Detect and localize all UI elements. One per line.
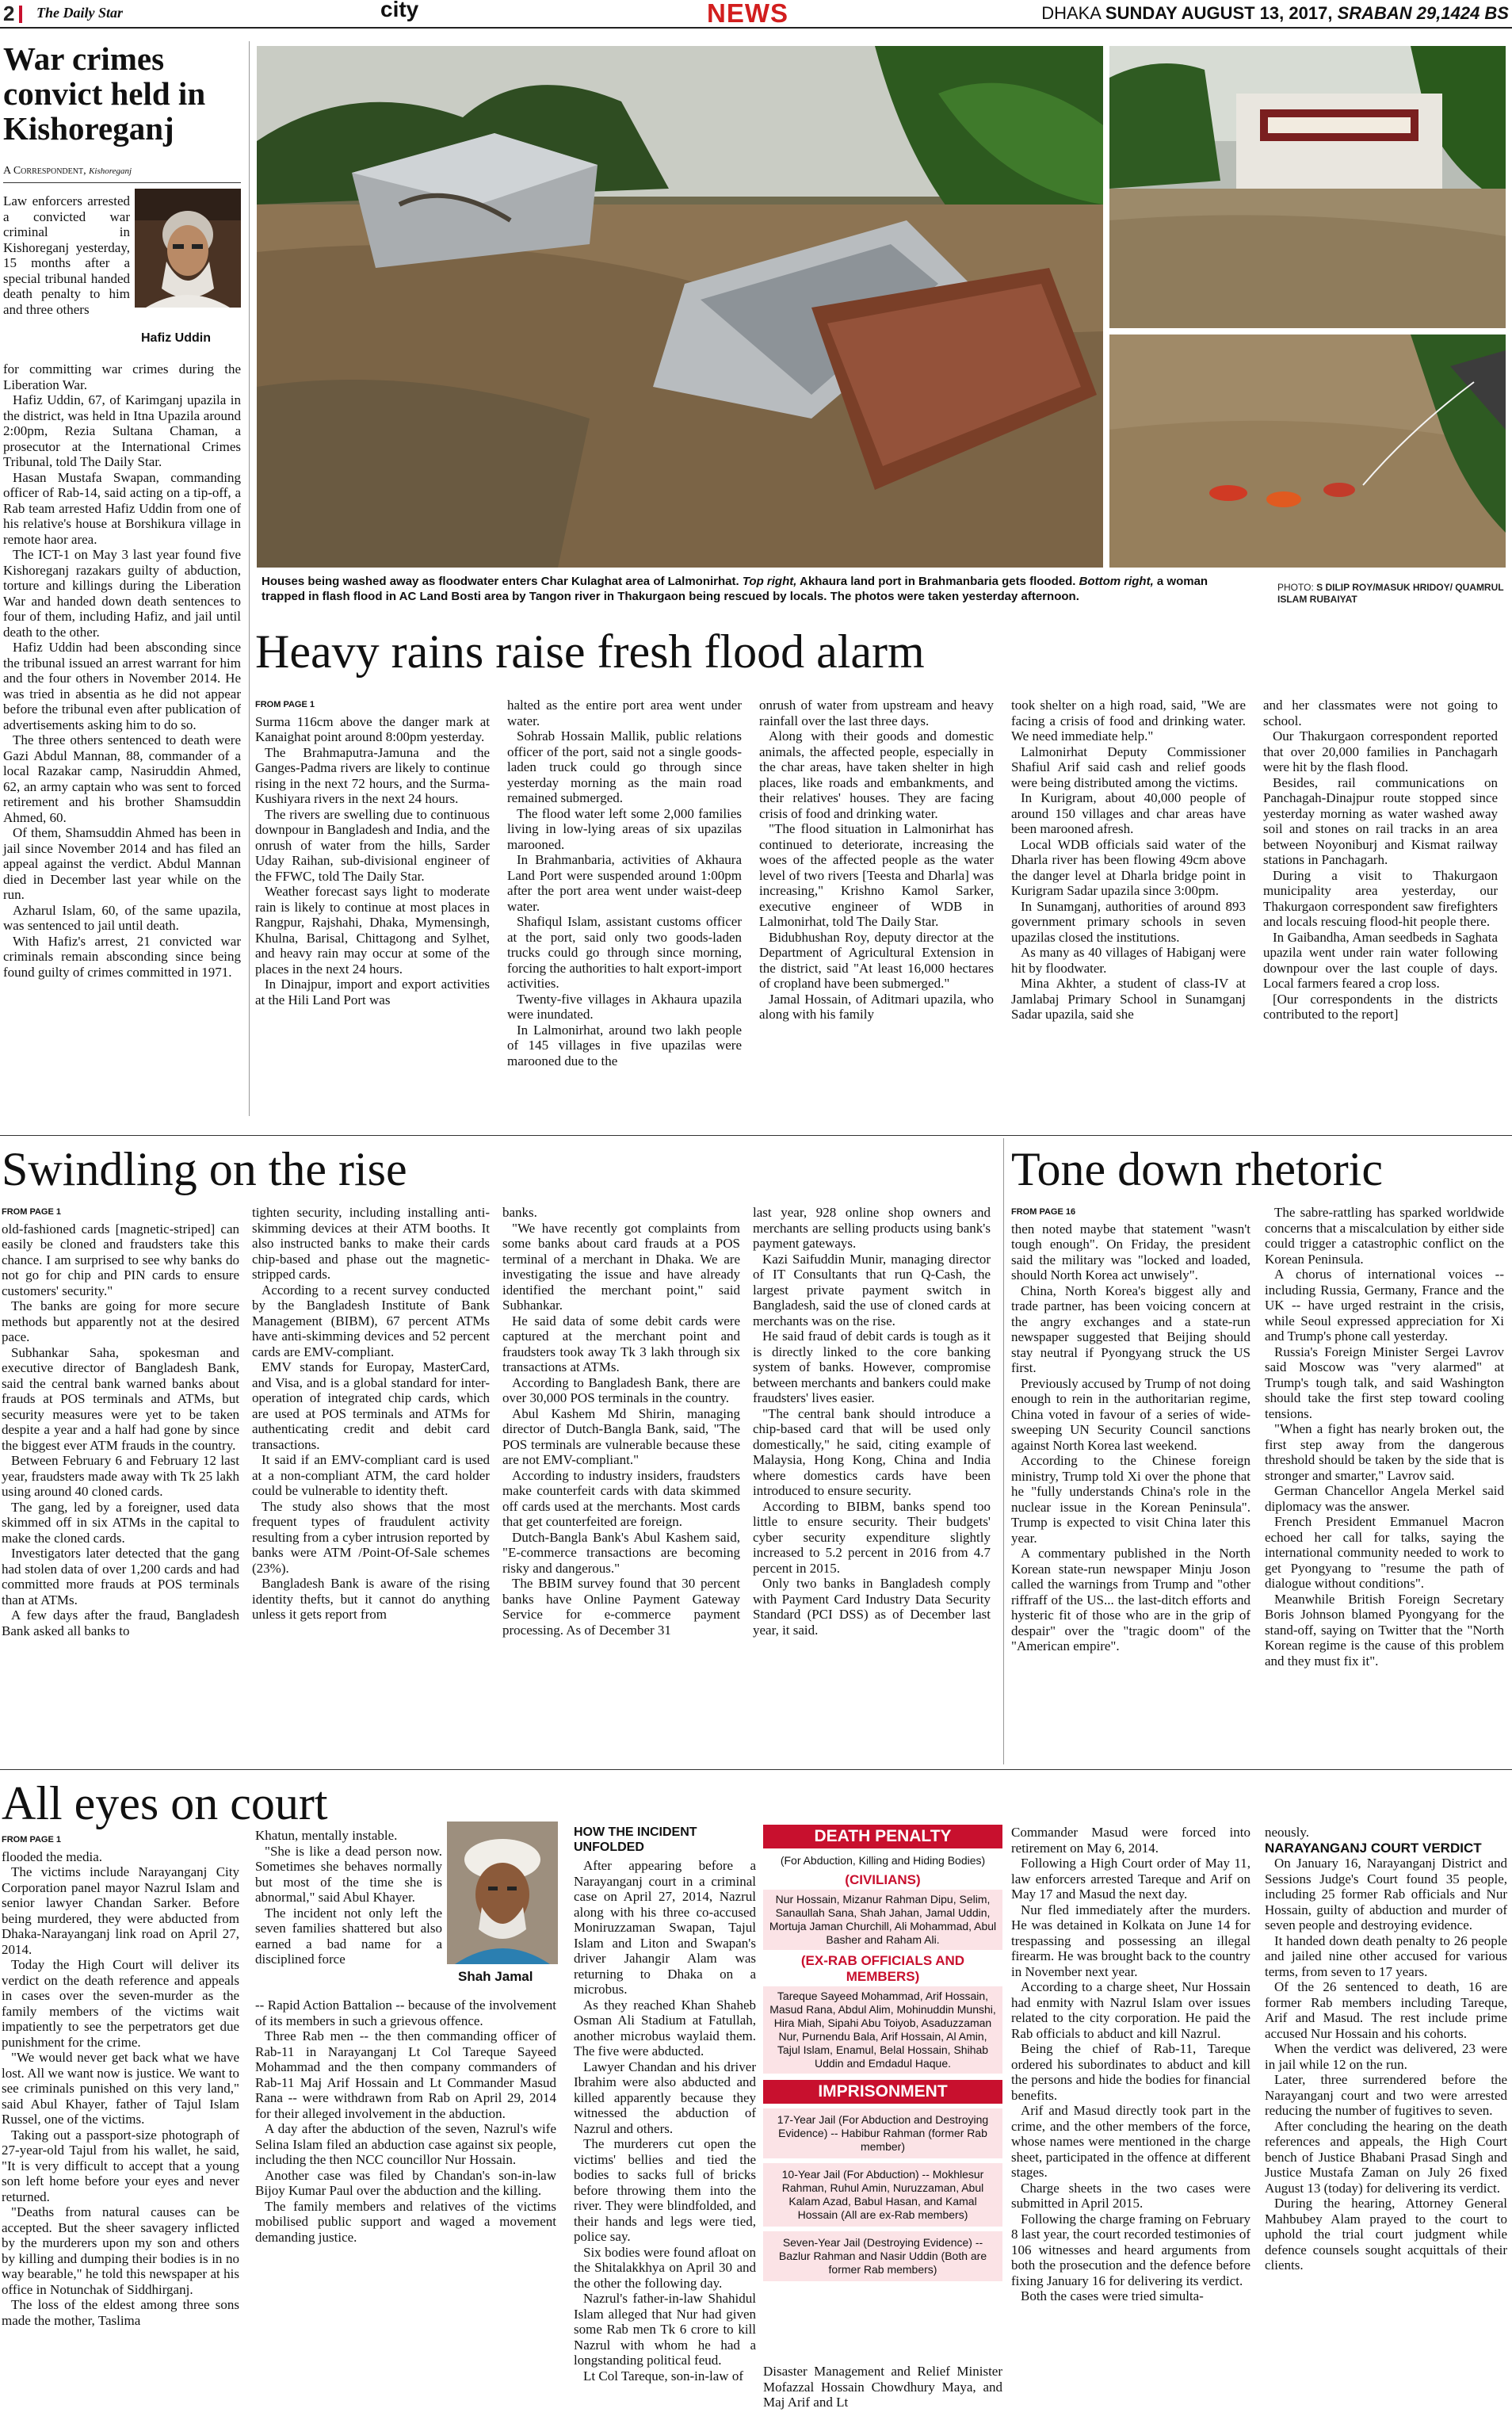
article-column <box>1011 698 1246 1023</box>
paragraph: tighten security, including installing anti-skimming devices at their ATM booths. It also instructed banks to make their cards chip-based and phase out the magnetic-stripped cards. <box>252 1205 490 1282</box>
article-column <box>759 698 994 1023</box>
paragraph: and her classmates were not going to school. <box>1263 698 1498 728</box>
flood-photo-caption: Houses being washed away as floodwater enters Char Kulaghat area of Lalmonirhat. Top right, Akhaura land port in Brahmanbaria gets flooded. Bottom right, a woman trapped in flash flood in AC Land Bosti area by Tangon river in Thakurgaon being rescued by locals. The photos were taken yesterday afternoon. <box>262 575 1208 603</box>
paragraph: NARAYANGANJ COURT VERDICT <box>1265 1840 1482 1856</box>
civilians-title: (CIVILIANS) <box>845 1872 921 1887</box>
paragraph: Weather forecast says light to moderate rain is likely to continue at most places in Rangpur, Rajshahi, Dhaka, Mymensingh, Khulna, Barisal, Chittagong and Sylhet, and heavy rain may occur at some of the places in the next 24 hours. <box>255 884 490 977</box>
article-column <box>1265 1205 1504 1669</box>
paragraph: Shafiqul Islam, assistant customs officer at the port, said only two goods-laden trucks could go through since morning, forcing the authorities to halt export-import activities. <box>507 914 743 991</box>
paragraph: Investigators later detected that the gang had stolen data of over 1,200 cards and had committed more frauds at POS terminals than at ATMs. <box>2 1546 239 1607</box>
paragraph: The victims include Narayanganj City Corporation panel mayor Nazrul Islam and senior lawyer Chandan Sarker. Before being murdered, they were abducted from Dhaka-Narayanganj link road on April 27, 2014. <box>2 1864 239 1957</box>
paragraph: As many as 40 villages of Habiganj were hit by floodwater. <box>1011 945 1246 976</box>
paragraph: The incident not only left the seven families shattered but also earned a bad name for a disciplined force <box>255 1905 442 1967</box>
court-column-4-tail: Disaster Management and Relief Minister Mofazzal Hossain Chowdhury Maya, and Maj Arif and Lt <box>763 2364 1002 2410</box>
paragraph: The murderers cut open the victims' bellies and tied the bodies to sacks full of bricks before throwing them into the river. They were blindfolded, and their hands and legs were tied, police say. <box>574 2136 756 2244</box>
war-crimes-body <box>3 361 241 980</box>
imprisonment-item: Seven-Year Jail (Destroying Evidence) -- Bazlur Rahman and Nasir Uddin (Both are former Rab members) <box>763 2231 1002 2281</box>
swindling-headline: Swindling on the rise <box>2 1143 407 1195</box>
paragraph: Previously accused by Trump of not doing enough to rein in the authoritarian regime, China voted in favour of a series of wide-sweeping UN Security Council sanctions against North Korea last weekend. <box>1011 1375 1250 1453</box>
paragraph: Following a High Court order of May 11, law enforcers arrested Tareque and Arif on May 17 and Masud the next day. <box>1011 1856 1250 1902</box>
paragraph: During a visit to Thakurgaon municipality area yesterday, our Thakurgaon correspondent saw firefighters and locals rescuing flood-hit people there. <box>1263 867 1498 929</box>
photo-akhaura-land-port <box>1109 46 1506 328</box>
paragraph: old-fashioned cards [magnetic-striped] can easily be cloned and fraudsters take this chance. I am surprised to see why banks do not go for chip and PIN cards to ensure customers' security." <box>2 1221 239 1298</box>
court-column-2-lead <box>255 1828 442 1967</box>
photo-credit: PHOTO: S DILIP ROY/MASUK HRIDOY/ QUAMRUL ISLAM RUBAIYAT <box>1277 582 1504 605</box>
paragraph: He said data of some debit cards were captured at the merchant point and fraudsters took away Tk 3 lakh through six transactions at ATMs. <box>502 1313 740 1374</box>
paragraph: The sabre-rattling has sparked worldwide concerns that a miscalculation by either side could trigger a catastrophic conflict on the Korean Peninsula. <box>1265 1205 1504 1267</box>
paragraph: [Our correspondents in the districts contributed to the report] <box>1263 991 1498 1022</box>
paragraph: In Gaibandha, Aman seedbeds in Saghata upazila went under rain water following downpour over the last couple of days. Local farmers feared a crop loss. <box>1263 929 1498 991</box>
paragraph: Lalmonirhat Deputy Commissioner Shafiul Arif said cash and relief goods were being distributed among the victims. <box>1011 744 1246 790</box>
paragraph: Six bodies were found afloat on the Shitalakkhya on April 30 and the other the following day. <box>574 2244 756 2291</box>
imprisonment-item: 10-Year Jail (For Abduction) -- Mokhlesur Rahman, Ruhul Amin, Nuruzzaman, Abul Kalam Azad, Babul Hasan, and Kamal Hossain (All are ex-Rab members) <box>763 2163 1002 2227</box>
paragraph: A commentary published in the North Korean state-run newspaper Minju Joson called the warnings from Trump and "other riffraff of the US... the last-ditch efforts and hysteric fit of those who are in the grip of despair" over the "tragic doom" of the "American empire". <box>1011 1546 1250 1653</box>
paragraph: Being the chief of Rab-11, Tareque ordered his subordinates to abduct and kill the persons and hide the bodies for financial benefits. <box>1011 2041 1250 2103</box>
how-incident-unfolded-heading: HOW THE INCIDENT UNFOLDED <box>574 1825 697 1854</box>
paragraph: for committing war crimes during the Liberation War. <box>3 361 241 392</box>
paragraph: "Deaths from natural causes can be accepted. But the sheer savagery inflicted by the murderers upon my son and others by killing and dumping their bodies is in no way bearable," he told this newspaper at his office in Notunchak of Siddhirganj. <box>2 2204 239 2297</box>
paragraph: Only two banks in Bangladesh comply with Payment Card Industry Data Security Standard (PCI DSS) as of December last year, it said. <box>753 1576 991 1638</box>
paragraph: Lawyer Chandan and his driver Ibrahim were also abducted and killed apparently because they witnessed the abduction of Nazrul and others. <box>574 2059 756 2136</box>
death-penalty-subtitle: (For Abduction, Killing and Hiding Bodies) <box>780 1854 986 1867</box>
from-page-label: FROM PAGE 1 <box>2 1207 61 1217</box>
portrait-hafiz-uddin <box>135 189 241 308</box>
article-column <box>2 1205 239 1638</box>
paragraph: banks. <box>502 1205 537 1220</box>
paragraph: Three Rab men -- the then commanding officer of Rab-11 in Narayanganj Lt Col Tareque Sayeed Mohammad and the then company commanders of Rab-11 Maj Arif Hossain and Lt Commander Masud Rana -- were withdrawn from Rab on April 29, 2014 for their alleged involvement in the abduction. <box>255 2028 556 2121</box>
court-column-5 <box>1011 1825 1250 2304</box>
paragraph: Kazi Saifuddin Munir, managing director of IT Consultants that run Q-Cash, the largest private payment switch in Bangladesh, said the use of cloned cards at merchants was on the rise. <box>753 1251 991 1328</box>
court-column-6 <box>1265 1825 1507 2273</box>
paragraph: The study also shows that the most frequent types of fraudulent activity resulting from a cyber intrusion reported by banks were ATM /Point-Of-Sale schemes (23%). <box>252 1498 490 1576</box>
paragraph: Local WDB officials said water of the Dharla river has been flowing 49cm above the danger level at Dharla bridge point in Kurigram Sadar upazila since 3:00pm. <box>1011 836 1246 898</box>
paragraph: "She is like a dead person now. Sometimes she behaves normally but most of the time she is abnormal," said Abul Khayer. <box>255 1843 442 1905</box>
paragraph: German Chancellor Angela Merkel said diplomacy was the answer. <box>1265 1483 1504 1514</box>
paragraph: Nazrul's father-in-law Shahidul Islam alleged that Nur had given some Rab men Tk 6 crore to kill Nazrul with whom he had a longstanding political feud. <box>574 2291 756 2368</box>
paragraph: Abul Kashem Md Shirin, managing director of Dutch-Bangla Bank, said, "The POS terminals are vulnerable because these are not EMV-compliant." <box>502 1405 740 1467</box>
paragraph: Later, three surrendered before the Narayanganj court and two were arrested reducing the number of fugitives to seven. <box>1265 2072 1507 2118</box>
court-column-3 <box>574 1858 756 2384</box>
paragraph: Following the charge framing on February 8 last year, the court recorded testimonies of 106 witnesses and heard arguments from both the prosecution and the defence before fixing January 16 for delivering its verdict. <box>1011 2211 1250 2288</box>
paragraph: After appearing before a Narayanganj court in a criminal case on April 27, 2014, Nazrul along with his three co-accused Moniruzzaman Swapan, Tajul Islam and Liton and Swapan's driver Jahangir Alam was returning to Dhaka on a microbus. <box>574 1858 756 1997</box>
paragraph: After concluding the hearing on the death references and appeals, the High Court bench of Justice Bhabani Prasad Singh and Justice Mustafa Zaman on July 26 fixed August 13 (today) for delivering its verdict. <box>1265 2118 1507 2196</box>
paragraph: "When a fight has nearly broken out, the first step away from the dangerous threshold should be taken by the side that is stronger and smarter," Lavrov said. <box>1265 1421 1504 1483</box>
paragraph: Meanwhile British Foreign Secretary Boris Johnson blamed Pyongyang for the stand-off, saying on Twitter that the "North Korean regime is the cause of this problem and they must fix it". <box>1265 1591 1504 1669</box>
paragraph: According to a recent survey conducted by the Bangladesh Institute of Bank Management (BIBM), 67 percent ATMs have anti-skimming devices and 52 percent cards are EMV-compliant. <box>252 1282 490 1359</box>
portrait-caption: Hafiz Uddin <box>141 331 211 345</box>
paragraph: Our Thakurgaon correspondent reported that over 20,000 families in Panchagarh were hit by the flash flood. <box>1263 728 1498 774</box>
paragraph: The ICT-1 on May 3 last year found five Kishoreganj razakars guilty of abduction, torture and killings during the Liberation War and handed down death sentences to four of them, including Hafiz, and jail until death to the other. <box>3 547 241 640</box>
masthead <box>0 0 1512 29</box>
paragraph: As they reached Khan Shaheb Osman Ali Stadium at Fatullah, another microbus waylaid them. The five were abducted. <box>574 1997 756 2059</box>
paragraph: Hasan Mustafa Swapan, commanding officer of Rab-14, said acting on a tip-off, a Rab team arrested Hafiz Uddin from one of his relative's house at Borshikura village in remote haor area. <box>3 469 241 547</box>
paragraph: According to a charge sheet, Nur Hossain had enmity with Nazrul Islam over issues related to the city corporation. He paid the Rab officials to abduct and kill Nazrul. <box>1011 1979 1250 2041</box>
paragraph: A chorus of international voices -- including Russia, Germany, France and the UK -- have urged restraint in the crisis, while Seoul expressed appreciation for Xi and Trump's phone call yesterday. <box>1265 1267 1504 1344</box>
paragraph: In Lalmonirhat, around two lakh people of 145 villages in five upazilas were marooned due to the <box>507 1022 742 1068</box>
photo-thakurgaon-rescue <box>1109 334 1506 568</box>
article-column <box>252 1205 490 1623</box>
paragraph: The flood water left some 2,000 families living in low-lying areas of six upazilas marooned. <box>507 805 742 852</box>
court-column-2 <box>255 1997 556 2245</box>
paragraph: He said fraud of debit cards is tough as it is directly linked to the core banking system of banks. However, compromise between merchants and bankers could make fraudsters' lives easier. <box>753 1328 991 1405</box>
paragraph: Both the cases were tried simulta- <box>1021 2288 1204 2303</box>
page-number: 2 <box>3 2 27 26</box>
paragraph: Today the High Court will deliver its verdict on the death reference and appeals in cases over the seven-murder as the family members of the victims wait impatiently to see the perpetrators get due punishment for the crime. <box>2 1957 239 2050</box>
paragraph: Of the 26 sentenced to death, 16 are former Rab members including Tareque, Arif and Masud. The rest include prime accused Nur Hossain and his cohorts. <box>1265 1979 1507 2041</box>
article-column <box>753 1205 991 1638</box>
paragraph: onrush of water from upstream and heavy rainfall over the last three days. <box>759 698 994 728</box>
paragraph: Dutch-Bangla Bank's Abul Kashem said, "E-commerce transactions are becoming risky and dangerous." <box>502 1529 740 1576</box>
paragraph: then noted maybe that statement "wasn't tough enough". On Friday, the president said the military was "locked and loaded, should North Korea act unwisely". <box>1011 1221 1250 1283</box>
paragraph: Khatun, mentally instable. <box>255 1828 398 1843</box>
imprisonment-item: 17-Year Jail (For Abduction and Destroying Evidence) -- Habibur Rahman (former Rab member) <box>763 2108 1002 2158</box>
civilians-list: Nur Hossain, Mizanur Rahman Dipu, Selim, Sanaullah Sana, Shah Jahan, Jamal Uddin, Mortuja Jaman Churchill, Ali Mohammad, Abul Basher and Raham Ali. <box>763 1890 1002 1950</box>
paragraph: In Kurigram, about 40,000 people of around 150 villages and char areas have been marooned afresh. <box>1011 790 1246 836</box>
ex-rab-title: (EX-RAB OFFICIALS AND MEMBERS) <box>800 1953 965 1984</box>
paragraph: EMV stands for Europay, MasterCard, and Visa, and is a global standard for inter-operation of integrated chip cards, which are used at POS terminals and ATMs for authenticating credit and debit card transactions. <box>252 1359 490 1452</box>
paragraph: took shelter on a high road, said, "We are facing a crisis of food and drinking water. We need immediate help." <box>1011 698 1246 744</box>
paragraph: Charge sheets in the two cases were submitted in April 2015. <box>1011 2180 1250 2211</box>
photo-lalmonirhat-houses <box>257 46 1103 568</box>
paragraph: last year, 928 online shop owners and merchants are selling products using bank's payment gateways. <box>753 1205 991 1251</box>
section-label-city: city <box>380 0 419 21</box>
paragraph: Subhankar Saha, spokesman and executive director of Bangladesh Bank, said the central bank warned banks about frauds at POS terminals and ATMs, but security measures were yet to be taken despite a year and a half had gone by since the biggest ever ATM frauds in the country. <box>2 1344 239 1453</box>
paragraph: Lt Col Tareque, son-in-law of <box>583 2368 743 2384</box>
paragraph: Sohrab Hossain Mallik, public relations officer of the port, said not a single goods-laden truck could go through since yesterday morning as the main road remained submerged. <box>507 728 742 805</box>
paragraph: Hafiz Uddin had been absconding since the tribunal issued an arrest warrant for him and the four others in November 2014. He was tried in absentia as he did not appear before the tribunal even after publication of advertisements asking him to do so. <box>3 640 241 732</box>
court-column-1 <box>2 1833 239 2328</box>
paragraph: When the verdict was delivered, 23 were in jail while 12 on the run. <box>1265 2041 1507 2072</box>
paragraph: Of them, Shamsuddin Ahmed has been in jail since November 2014 and has filed an appeal against the verdict. Abdul Mannan died in December last year while on the run. <box>3 825 241 902</box>
paragraph: In Brahmanbaria, activities of Akhaura Land Port were suspended around 1:00pm after the port area went under waist-deep water. <box>507 852 742 914</box>
ex-rab-list: Tareque Sayeed Mohammad, Arif Hossain, Masud Rana, Abdul Alim, Mohinuddin Munshi, Hira Miah, Sipahi Abu Toiyob, Asaduzzaman Nur, Purnendu Bala, Arif Hossain, Al Amin, Tajul Islam, Enamul, Belal Hossain, Shihab Uddin and Emdadul Haque. <box>763 1986 1002 2074</box>
photo-shah-jamal <box>447 1822 558 1964</box>
paper-name: The Daily Star <box>36 5 124 21</box>
paragraph: On January 16, Narayanganj District and Sessions Judge's Court found 35 people, including 25 former Rab officials and Nur Hossain, guilty of abduction and murder of seven people and destroying evidence. <box>1265 1856 1507 1932</box>
paragraph: Along with their goods and domestic animals, the affected people, especially in the char areas, have taken shelter in high places, like roads and embankments, and their relatives' houses. They are facing crisis of food and drinking water. <box>759 728 994 821</box>
paragraph: In Dinajpur, import and export activities at the Hili Land Port was <box>255 977 490 1007</box>
paragraph: neously. <box>1265 1825 1310 1840</box>
paragraph: Bidubhushan Roy, deputy director at the Department of Agricultural Extension in the district, said "At least 16,000 hectares of cropland have been submerged." <box>759 929 994 991</box>
war-crimes-lead: Law enforcers arrested a convicted war criminal in Kishoreganj yesterday, 15 months after a special tribunal handed death penalty to him and three others <box>3 193 130 317</box>
war-crimes-byline: A Correspondent, Kishoreganj <box>3 165 132 177</box>
paragraph: -- Rapid Action Battalion -- because of the involvement of its members in such a grievous offence. <box>255 1997 556 2028</box>
paragraph: According to BIBM, banks spend too little to ensure security. Their budgets' cyber security expenditure slightly increased to 5.2 percent in 2016 from 4.7 percent in 2015. <box>753 1498 991 1576</box>
paragraph: Twenty-five villages in Akhaura upazila were inundated. <box>507 991 742 1022</box>
article-column <box>1011 1205 1250 1654</box>
paragraph: halted as the entire port area went under water. <box>507 698 742 728</box>
paragraph: "We have recently got complaints from some banks about card frauds at a POS terminal of a merchant in Dhaka. We are investigating the issue and have already identified the merchant point," said Subhankar. <box>502 1220 740 1313</box>
paragraph: The family members and relatives of the victims mobilised public support and waged a movement demanding justice. <box>255 2198 556 2245</box>
article-column <box>507 698 742 1068</box>
paragraph: It handed down death penalty to 26 people and jailed nine other accused for various terms, from seven to 17 years. <box>1265 1932 1507 1979</box>
paragraph: In Sunamganj, authorities of around 893 government primary schools in seven upazilas closed the institutions. <box>1011 898 1246 945</box>
paragraph: Between February 6 and February 12 last year, fraudsters made away with Tk 25 lakh using around 40 cloned cards. <box>2 1453 239 1499</box>
paragraph: Arif and Masud directly took part in the crime, and the other members of the force, whose names were mentioned in the charge sheet, participated in the offence at different stages. <box>1011 2103 1250 2180</box>
paragraph: flooded the media. <box>2 1848 102 1864</box>
from-page-label: FROM PAGE 16 <box>1011 1207 1076 1217</box>
paragraph: According to the Chinese foreign ministry, Trump told Xi over the phone that he "fully understands China's role in the nuclear issue in the Korean Peninsula". Trump is expected to visit China later this year. <box>1011 1453 1250 1546</box>
paragraph: The banks are going for more secure methods but apparently not at the desired pace. <box>2 1298 239 1344</box>
paragraph: The rivers are swelling due to continuous downpour in Bangladesh and India, and the onrush of water from the hills, Sarder Uday Raihan, sub-divisional engineer of the FFWC, told The Daily Star. <box>255 806 491 884</box>
paragraph: The gang, led by a foreigner, used data skimmed off in six ATMs in the capital to make the cloned cards. <box>2 1499 239 1546</box>
article-column <box>1263 698 1498 1023</box>
paragraph: According to industry insiders, fraudsters make counterfeit cards with data skimmed off cards used at the merchants. Most cards that get counterfeited are foreign. <box>502 1467 740 1529</box>
court-headline: All eyes on court <box>2 1777 328 1829</box>
verdict-box <box>763 1825 1002 2281</box>
flood-headline: Heavy rains raise fresh flood alarm <box>255 625 925 678</box>
war-crimes-headline: War crimes convict held in Kishoreganj <box>3 40 206 147</box>
paragraph: Bangladesh Bank is aware of the rising identity thefts, but it cannot do anything unless it gets report from <box>252 1576 490 1622</box>
article-column <box>255 698 490 1007</box>
article-column <box>502 1205 740 1638</box>
paragraph: A few days after the fraud, Bangladesh Bank asked all banks to <box>2 1607 239 1638</box>
paragraph: A day after the abduction of the seven, Nazrul's wife Selina Islam filed an abduction case against six people, including the then NCC councillor Nur Hossain. <box>255 2121 556 2167</box>
paragraph: "The flood situation in Lalmonirhat has continued to deteriorate, increasing the woes of the affected people as the water level of two rivers [Teesta and Dharla] was increasing," Krishno Kamol Sarker, executive engineer of WDB in Lalmonirhat, told The Daily Star. <box>759 821 994 929</box>
paragraph: Besides, rail communications on Panchagah-Dinajpur route stopped since yesterday morning as water washed away soil and stones on rail tracks in an area between Noyonibur​j and Kismat railway stations in Panchagarh. <box>1263 774 1498 867</box>
section-label-news: NEWS <box>707 0 788 28</box>
paragraph: Mina Akhter, a student of class-IV at Jamlabaj Primary School in Sunamganj Sadar upazila, said she <box>1011 976 1246 1022</box>
from-page-label: FROM PAGE 1 <box>2 1835 61 1844</box>
paragraph: Commander Masud were forced into retirement on May 6, 2014. <box>1011 1825 1250 1856</box>
paragraph: The loss of the eldest among three sons made the mother, Taslima <box>2 2297 239 2328</box>
paragraph: Hafiz Uddin, 67, of Karimganj upazila in the district, was held in Itna Upazila around 2:00pm, Rezia Sultana Chaman, a prosecutor at the International Crimes Tribunal, told The Daily Star. <box>3 392 241 469</box>
rhetoric-headline: Tone down rhetoric <box>1011 1143 1383 1195</box>
paragraph: It said if an EMV-compliant card is used at a non-compliant ATM, the card holder could be vulnerable to identity theft. <box>252 1452 490 1498</box>
paragraph: Jamal Hossain, of Aditmari upazila, who along with his family <box>759 991 994 1022</box>
dateline: DHAKA SUNDAY AUGUST 13, 2017, SRABAN 29,1424 BS <box>1041 3 1509 23</box>
imprisonment-title: IMPRISONMENT <box>763 2080 1002 2104</box>
paragraph: During the hearing, Attorney General Mahbubey Alam prayed to the court to uphold the trial court judgment while defence counsels sought acquittals of their clients. <box>1265 2196 1507 2273</box>
paragraph: China, North Korea's biggest ally and trade partner, has been voicing concern at the angry exchanges and a state-run newspaper suggested that Beijing should stay neutral if Pyongyang struck the US first. <box>1011 1283 1250 1375</box>
paragraph: According to Bangladesh Bank, there are over 30,000 POS terminals in the country. <box>502 1374 740 1405</box>
paragraph: Russia's Foreign Minister Sergei Lavrov said Moscow was "very alarmed" at Trump's tough talk, and said Washington should take the first step toward cooling tensions. <box>1265 1344 1504 1421</box>
paragraph: Azharul Islam, 60, of the same upazila, was sentenced to jail until death. <box>3 902 241 933</box>
paragraph: The BBIM survey found that 30 percent banks have Online Payment Gateway Service for e-commerce payment processing. As of December 31 <box>502 1576 740 1638</box>
shah-jamal-caption: Shah Jamal <box>458 1969 533 1984</box>
paragraph: Surma 116cm above the danger mark at Kanaighat point around 8:00pm yesterday. <box>255 713 490 744</box>
paragraph: French President Emmanuel Macron echoed her call for talks, saying the international community needed to work to get Pyongyang to "resume the path of dialogue without conditions". <box>1265 1514 1504 1591</box>
paragraph: "The central bank should introduce a chip-based card that will be used only domestically," he said, citing example of Malaysia, Hong Kong, China and India where domestics cards have been introduced to ensure security. <box>753 1405 991 1498</box>
death-penalty-title: DEATH PENALTY <box>763 1825 1002 1848</box>
paragraph: The three others sentenced to death were Gazi Abdul Mannan, 88, commander of a local Razakar camp, Nasiruddin Ahmed, 62, an army captain who was sent to forced retirement and his brother Shamsuddin Ahmed, 60. <box>3 732 241 825</box>
paragraph: The Brahmaputra-Jamuna and the Ganges-Padma rivers are likely to continue rising in the next 72 hours, and the Surma-Kushiyara rivers in the next 24 hours. <box>255 744 490 806</box>
paragraph: "We would never get back what we have lost. All we want now is justice. We want to see criminals punished on this very land," said Abul Khayer, father of Tajul Islam Russel, one of the victims. <box>2 2050 239 2127</box>
paragraph: Taking out a passport-size photograph of 27-year-old Tajul from his wallet, he said, "It is very difficult to accept that a young son left home before your eyes and never returned. <box>2 2127 239 2204</box>
paragraph: Nur fled immediately after the murders. He was detained in Kolkata on June 14 for trespassing and possessing an illegal firearm. He was brought back to the country in November next year. <box>1011 1902 1250 1979</box>
paragraph: With Hafiz's arrest, 21 convicted war criminals remain absconding since being found guilty of crimes committed in 1971. <box>3 933 241 980</box>
from-page-label: FROM PAGE 1 <box>255 700 315 709</box>
paragraph: Another case was filed by Chandan's son-in-law Bijoy Kumar Paul over the abduction and the killing. <box>255 2167 556 2198</box>
